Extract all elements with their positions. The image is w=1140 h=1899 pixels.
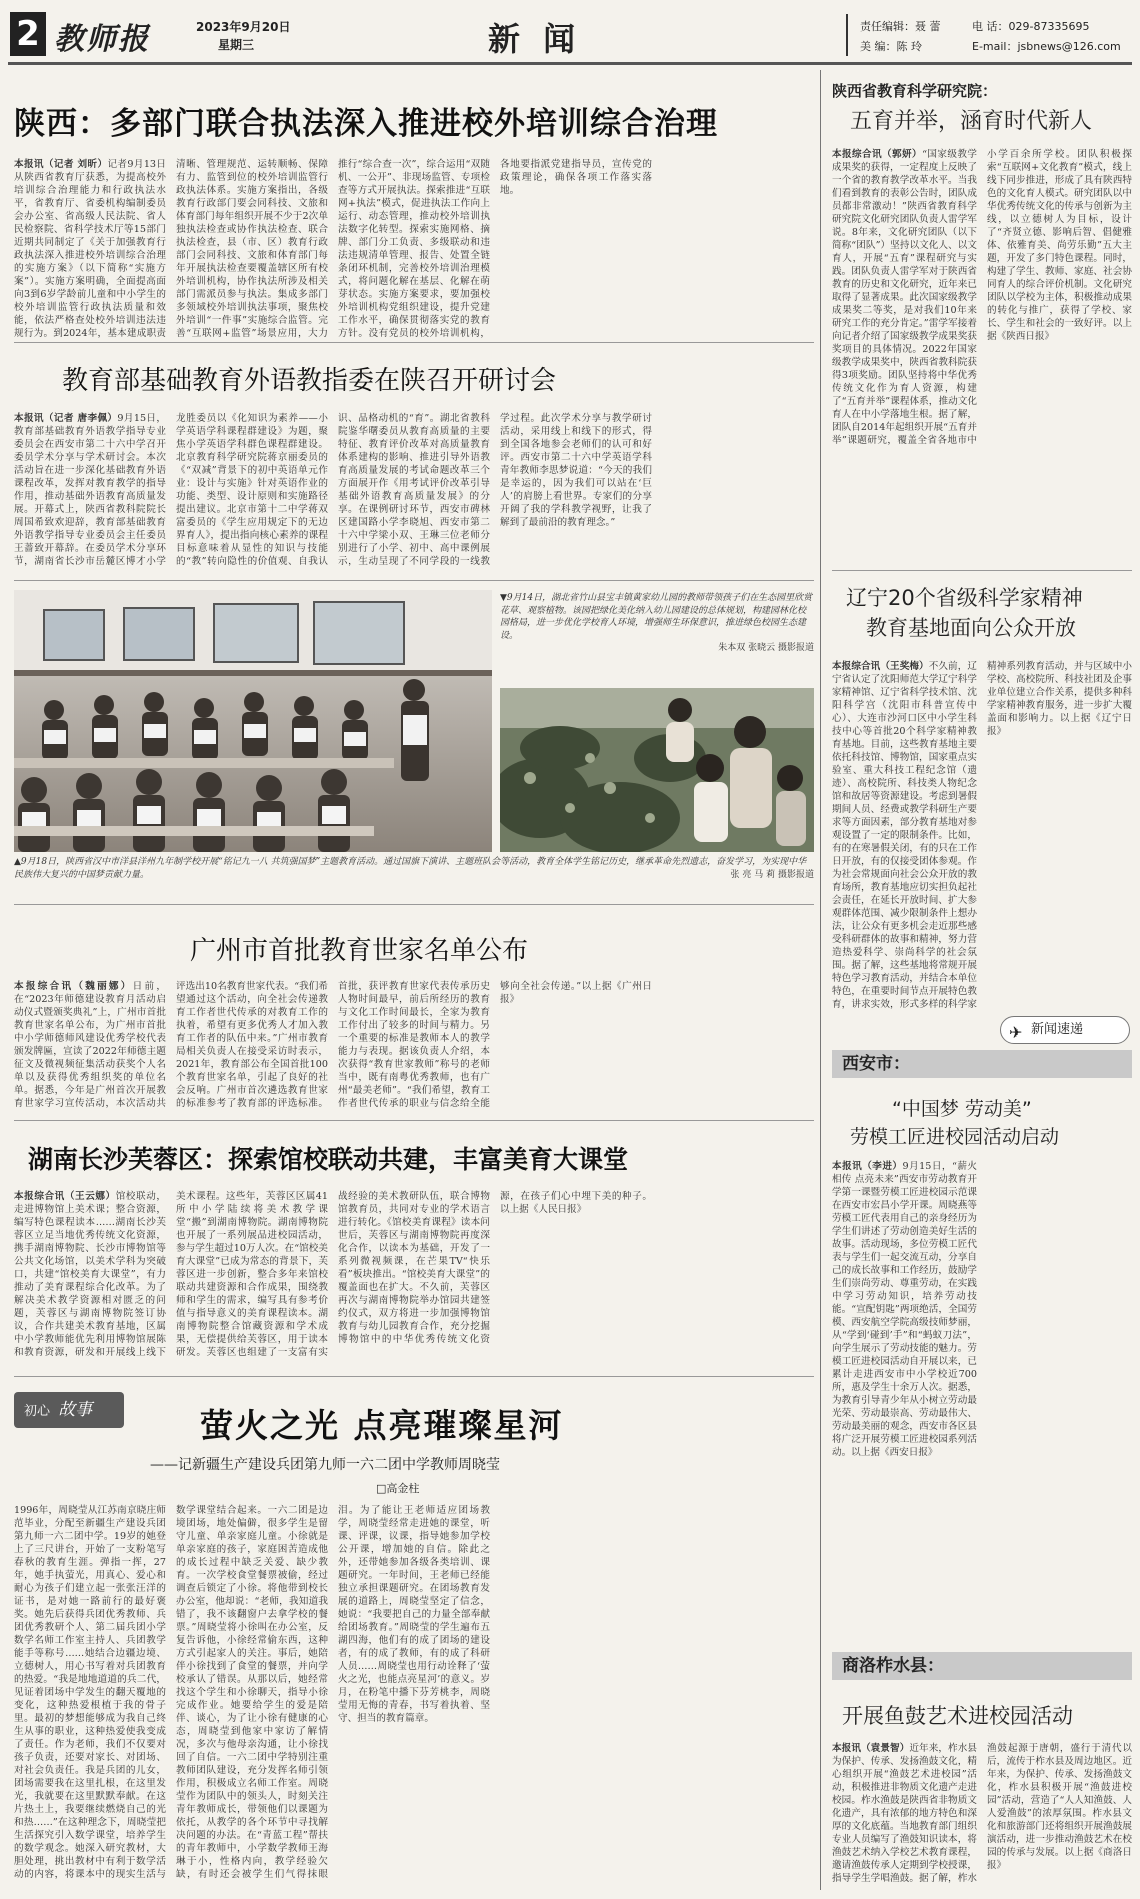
place-zhashui: 商洛柞水县： <box>832 1652 1132 1680</box>
right-column-divider <box>820 70 821 1890</box>
body-xian: 9月15日，“薪火相传 点亮未来”西安市劳动教育开学第一课暨劳模工匠进校园示范课在西安市宏昌小学开课。周晓燕等劳模工匠代表用自己的亲身经历为学生们讲述了劳动创造美好生活的故事。活动现场，多位劳模工匠代表与学生们一起交流互动，分享自己的成长故事和工作经历，鼓励学生们崇尚劳动、尊重劳动，在实践中学习劳动知识，培养劳动技能。“宣配钥匙”两项绝活，全国劳模、西安航空学院高级技师梦丽，从“学到‘碰到’手”和“蚂蚁刀法”，向学生展示了劳动技能的魅力。劳模工匠进校园活动自开展以来，已累计走进西安市中小学校近700所，惠及学生十余万人次。据悉，为教育引导青少年从小树立劳动最光荣、劳动最崇高、劳动最伟大、劳动最美丽的观念，西安市各区县将广泛开展劳模工匠进校园系列活动。以上据《西安日报》 <box>832 1161 977 1458</box>
headline-liaoning-line1: 辽宁20个省级科学家精神 <box>846 586 1083 610</box>
body-zhashui: 近年来，柞水县为保护、传承、发扬渔鼓文化，精心组织开展“渔鼓艺术进校园”活动，积极推进非物质文化遗产走进校园。柞水渔鼓是陕西省非物质文化遗产，具有浓郁的地方特色和深厚的文化底蕴。当地教育部门组织专业人员编写了渔鼓知识读本，将渔鼓艺术纳入学校艺术教育课程，邀请渔鼓传承人定期到学校授课，指导学生学唱渔鼓。据了解，柞水渔鼓起源于唐朝，盛行于清代以后，流传于柞水县及周边地区。近年来，为保护、传承、发扬渔鼓文化，柞水县积极开展“渔鼓进校园”活动，营造了“人人知渔鼓、人人爱渔鼓”的浓厚氛围。柞水县文化和旅游部门还将组织开展渔鼓展演活动，进一步推动渔鼓艺术在校园的传承与发展。以上据《商洛日报》 <box>832 1743 1132 1884</box>
headline-guangzhou-families: 广州市首批教育世家名单公布 <box>190 936 529 966</box>
byline-moe-foreign-language: 本报讯（记者 唐李佩） <box>14 413 118 424</box>
headline-xian-line1: “中国梦 劳动美” <box>892 1098 1032 1120</box>
rule-a1 <box>14 342 814 343</box>
byline-xian: 本报讯（李进） <box>832 1161 903 1172</box>
article-shaanxi-enforcement <box>14 158 814 340</box>
masthead-rule <box>8 62 1132 65</box>
rule-photos <box>14 904 814 905</box>
caption-kindergarten-text: ▼9月14日，湖北省竹山县宝丰镇黄家幼儿园的教师带领孩子们在生态园里欣赏花草、观察植物。该园把绿化美化纳入幼儿园建设的总体规划，构建园林化校园格局，进一步优化学校育人环境，增强师生环保意识，推进绿色校园生态建设。 <box>500 593 813 641</box>
body-moe-foreign-language: 9月15日，教育部基础教育外语教学指导专业委员会在西安市第二十六中学召开委员学术分享与学术研讨会。本次活动旨在进一步深化基础教育外语课程改革，发挥对教育教学的指导作用，推动基础外语教育高质量发展。开幕式上，陕西省教科院院长周国希致欢迎辞，教育部基础教育外语教学指导专业委员会主任委员王蔷致开幕辞。在委员学术分享环节，湖南省长沙市岳麓区博才小学龙胜委员以《化知识为素养——小学英语学科课程群建设》为题，聚焦小学英语学科群色课程群建设。北京教育科学研究院蒋京丽委员的《“双减”背景下的初中英语单元作业：设计与实施》针对英语作业的功能、类型、设计原则和实施路径提出建议。北京市第十二中学蒋双富委员的《学生应用规定下的无边界育人》，提出指向核心素养的课程目标意味着从显性的知识与技能的“教”转向隐性的价值观、自我认识、品格动机的“育”。湖北省教科院鉴华曙委员从教育高质量的主要特征、教育评价改革对高质量教育体系建构的影响、推进引导外语教育高质量发展的考试命题改革三个方面展开作《用考试评价改革引导基础外语教育高质量发展》的分享。在课例研讨环节，西安市碑林区建国路小学李晓旭、西安市第二十六中学梁小双、王琳三位老师分别进行了小学、初中、高中课例展示，生动呈现了不同学段的一线教学过程。此次学术分享与教学研讨活动，采用线上和线下的形式，得到全国各地参会老师们的认可和好评。西安市第二十六中学英语学科青年教师李思梦说道：“今天的我们是幸运的，因为我们可以站在‘巨人’的肩膀上看世界。专家们的分享开阔了我的学科教学视野，让我了解到了最前沿的教育理念。” <box>14 413 652 567</box>
headline-xian-line2: 劳模工匠进校园活动启动 <box>850 1126 1060 1148</box>
caption-kindergarten <box>500 592 814 686</box>
paper-name: 教师报 <box>54 22 150 57</box>
rule-a2 <box>14 580 814 581</box>
masthead-divider <box>846 14 848 56</box>
news-express-tag <box>1000 1016 1130 1044</box>
news-express-text: 新闻速递 <box>1031 1022 1084 1037</box>
body-liaoning: 不久前，辽宁省认定了沈阳师范大学辽宁科学家精神馆、辽宁省科学技术馆、沈阳科学宫（沈阳市科普宣传中心）、大连市沙河口区中小学生科技中心等首批20个科学家精神教育基地。目前，这些教育基地主要依托科技馆、博物馆，国家重点实验室、重大科技工程纪念馆（遗迹）、高校院所、科技类人物纪念馆和故居等资源建设。考虑到暑假期间人员、经费或教学科研生产要求等方面因素，部分教育基地对参观设置了一定的限制条件。比如，有的在寒暑假关闭，有的只在工作日开放，有的仅接受团体参观。作为社会常规面向社会公众开放的教育场所，教育基地应切实担负起社会责任，在延长开放时间、扩大参观群体范围、减少限制条件上想办法，让公众有更多机会走近那些感受科研群体的故事和精神，努力营造热爱科学、崇尚科学的社会氛围。据了解，这些基地将常规开展特色学习教育活动，并结合本单位特色，在重要时间节点开展特色教育，讲求实效，形式多样的科学家精神系列教育活动，并与区域中小学校、高校院所、科技社团及企事业单位建立合作关系，提供多种科学家精神教育服务，进一步扩大覆盖面和影响力。以上据《辽宁日报》 <box>832 661 1132 1010</box>
body-feature: 1996年，周晓莹从江苏南京晓庄师范毕业，分配至新疆生产建设兵团第九师一六二团中学。19岁的她登上了三尺讲台，开始了一支粉笔写春秋的教育生涯。弹指一挥，27年，她手执萤光，用真心、爱心和耐心为孩子们建立起一张张汪洋的证书，是对她一路前行的最好褒奖。她先后获得兵团优秀教师、兵团优秀教研个人、第二届兵团小学数学名师工作室主持人、兵团教学能手等称号……她结合边疆边境、立德树人，用心书写着对兵团教育的热爱。“我是地地道道的兵二代，见证着团场中学发生的翻天覆地的变化，这种热爱根植于我的骨子里。最初的梦想能够成为我自己终生从事的职业，这种热爱使我变成了责任。作为老师，我们不仅要对孩子负责，还要对家长、对团场、对社会负责任。我是兵团的儿女，团场需要我在这里扎根，在这里发光，我就要在这里默默奉献。在这片热土上，我要继续燃烧自己的光和热……”在这种理念下，周晓莹把生活探究引入数学课堂，培养学生的数学观念。她深入研究教材，大胆处理，挑出教材中有利于数学活动的内容，将课本中的现实生活与数学课堂结合起来。一六二团是边境团场，地处偏僻，很多学生是留守儿童、单亲家庭儿童。小徐就是单亲家庭的孩子，家庭困苦造成他的成长过程中缺乏关爱、缺少教育。一次学校食堂餐票被偷，经过调查后锁定了小徐。将他带到校长办公室，他却说：“老师，我知道我错了，我不该翻窗户去拿学校的餐票。”周晓莹将小徐叫在办公室，反复告诉他，小徐经常偷东西，这种方式引起家人的关注。事后，她陪伴小徐找到了食堂的餐票，并向学校承认了错误。从那以后，她经常找这个学生和小徐聊天，指导小徐完成作业。她要给学生的爱是陪伴、谈心，为了让小徐有健康的心态，周晓莹到他家中家访了解情况，多次与他母亲沟通，让小徐找回了自信。一六二团中学特别注重教师团队建设，充分发挥名师引领作用，积极成立名师工作室。周晓莹作为团队中的领头人，时刻关注青年教师成长，带领他们以课题为依托，从教学的各个环节中寻找解决问题的办法。在“青蓝工程”帮扶的青年教师中，小学数学教师王海琳于小，性格内向，教学经验欠缺，有时还会被学生们气得抹眼泪。为了能让王老师适应团场教学，周晓莹经常走进她的课堂，听课、评课，议课，指导她参加学校公开课，增加她的自信。除此之外，还带她参加各级各类培训、课题研究。一年时间，王老师已经能独立承担课题研究。在团场教育发展的道路上，周晓莹坚定了信念，她说：“我要把自己的力量全部奉献给团场教育。”周晓莹的学生遍布五湖四海，他们有的成了团场的建设者，有的成了教师，有的成了科研人员……周晓莹也用行动诠释了‘萤火之光，也能点亮星河’的意义。岁月，在粉笔中播下芬芳桃李，周晓莹用无悔的青春，书写着执着、坚守、担当的教育篇章。 <box>14 1505 490 1880</box>
headline-liaoning-line2: 教育基地面向公众开放 <box>866 616 1076 640</box>
headline-changsha-furong: 湖南长沙芙蓉区：探索馆校联动共建，丰富美育大课堂 <box>28 1145 629 1174</box>
subhead-feature: ——记新疆生产建设兵团第九师一六二团中学教师周晓莹 <box>150 1457 500 1473</box>
byline-liaoning: 本报综合讯（王奖梅） <box>832 661 929 672</box>
masthead-phone: 电 话：029-87335695 <box>972 20 1090 33</box>
byline-shaanxi-institute: 本报综合讯（郭妍） <box>832 149 923 160</box>
author-feature: □高金柱 <box>376 1482 420 1495</box>
masthead-email: E-mail：jsbnews@126.com <box>972 40 1121 53</box>
byline-guangzhou-families: 本报综合讯（魏丽娜） <box>14 981 133 992</box>
byline-shaanxi-enforcement: 本报讯（记者 刘昕） <box>14 159 108 170</box>
masthead-editor: 责任编辑：聂 蕾 <box>860 20 941 33</box>
section-title: 新 闻 <box>488 20 582 58</box>
column-tag-chuxin <box>14 1392 124 1428</box>
body-shaanxi-enforcement: 记者9月13日从陕西省教育厅获悉，为提高校外培训综合治理能力和行政执法水平，省教育厅、省委机构编制委员会办公室、省高级人民法院、省人民检察院、省科学技术厅等15部门近期共同制定了《关于加强教育行政执法深入推进校外培训综合治理的实施方案》（以下简称“实施方案”）。实施方案明确，全面提高面向3到6岁学龄前儿童和中小学生的校外培训监管行政执法质量和效能，依法严格查处校外培训违法违规行为。到2024年，基本建成职责清晰、管理规范、运转顺畅、保障有力、监管到位的校外培训监管行政执法体系。实施方案指出，各级教育行政部门要会同科技、文旅和体育部门每年组织开展不少于2次单独执法检查或协作执法检查、联合执法检查，县（市、区）教育行政部门会同科技、文旅和体育部门每年开展执法检查要覆盖辖区所有校外培训机构，协作执法所涉及相关部门需派员参与执法。集成多部门多领域校外培训执法事项，聚焦校外培训“一件事”实施综合监管。完善“互联网+监管”场景应用，大力推行“综合查一次”，综合运用“双随机、一公开”、非现场监管、专项检查等方式开展执法。探索推进“互联网+执法”模式，促进执法工作向上运行、动态管理，推动校外培训执法数字化转型。探索实施网格、摘牌、部门分工负责、多级联动和违法违规清单管理、报告、处置全链条闭环机制，完善校外培训治理模式，将问题化解在基层、化解在萌芽状态。实施方案要求，要加强校外培训机构党组织建设，提升党建工作水平，确保贯彻落实党的教育方针。没有党员的校外培训机构，各地要指派党建指导员，宣传党的政策理论，确保各项工作落实落地。 <box>14 159 652 339</box>
caption-classroom-text: ▲9月18日，陕西省汉中市洋县洋州九年制学校开展“铭记九一八 共筑强国梦”主题教育活动。通过国旗下演讲、主题班队会等活动，教育全体学生铭记历史，继承革命先烈遗志，奋发学习，为实现中华民族伟大复兴的中国梦贡献力量。 <box>14 857 807 880</box>
issue-date: 2023年9月20日 <box>196 20 291 34</box>
byline-zhashui: 本报讯（袁景智） <box>832 1743 910 1754</box>
article-changsha-furong <box>14 1190 814 1366</box>
headline-shaanxi-enforcement: 陕西：多部门联合执法深入推进校外培训综合治理 <box>14 106 718 142</box>
credit-kindergarten: 朱本双 张晓云 摄影报道 <box>718 643 814 653</box>
body-guangzhou-families: 日前，在“2023年师德建设教育月活动启动仪式暨颁奖典礼”上，广州市首批教育世家名单公布，为广州市首批中小学师德师风建设优秀学校代表颁发牌匾，宣读了2022年师德主题征文及微视频征集活动获奖个人名单以及获得优秀组织奖的单位名单。据悉，今年是广州首次开展教育世家学习宣传活动，本次活动共评选出10名教育世家代表。“我们希望通过这个活动，向全社会传递教育工作者世代传承的对教育工作的执着，希望有更多优秀人才加入教育工作者的队伍中来。”广州市教育局相关负责人在接受采访时表示，2021年，教育部公布全国首批100个教育世家名单，引起了良好的社会反响。广州市首次遴选教育世家的标准参考了教育部的评选标准。首批，获评教育世家代表传承历史人物时间最早，前后所经历的教育与文化工作时间最长，全家为教育工作付出了较多的时间与精力。另一个重要的标准是教师本人的教学能力与表现。据该负责人介绍，本次获得“教育世家教师”称号的老师当中，既有南粤优秀教师，也有广州“最美老师”。“我们希望，教育工作者世代传承的职业与信念给全能够向全社会传递。”以上据《广州日报》 <box>14 981 652 1109</box>
photo-students-classroom <box>14 590 492 852</box>
article-liaoning <box>832 660 1132 1012</box>
article-xian <box>832 1160 1132 1642</box>
issue-weekday: 星期三 <box>218 38 255 52</box>
column-tag-text: 初心 <box>24 1404 51 1419</box>
headline-moe-foreign-language: 教育部基础教育外语教指委在陕召开研讨会 <box>62 366 557 396</box>
headline-zhashui: 开展鱼鼓艺术进校园活动 <box>842 1704 1073 1728</box>
kicker-shaanxi-institute: 陕西省教育科学研究院： <box>832 82 998 100</box>
column-tag-text2: 故事 <box>58 1400 93 1420</box>
article-zhashui <box>832 1742 1132 1892</box>
headline-feature: 萤火之光 点亮璀璨星河 <box>200 1406 564 1445</box>
article-feature <box>14 1504 814 1892</box>
rule-a3 <box>14 1120 814 1121</box>
rule-a4 <box>14 1376 814 1377</box>
photo-kindergarten-garden <box>500 688 814 852</box>
body-changsha-furong: 馆校联动，走进博物馆上美术课；整合资源，编写特色课程读本……湖南长沙芙蓉区立足当地优秀传统文化资源，携手湖南博物院、长沙市博物馆等公共文化场馆，以美术学科为突破口，共建“馆校美育大课堂”，有力推动了美育课程综合化改革。为了解决美术教学资源相对匮乏的问题，芙蓉区与湖南博物院签订协议，合作共建美术教育基地，区属中小学教师能优先利用博物馆展陈和教育资源，研发和开展线上线下美术课程。这些年，芙蓉区区属41所中小学陆续将美术教学课堂“搬”到湖南博物院。湖南博物院也开展了一系列展品进校园活动，参与学生超过10万人次。在“馆校美育大课堂”已成为常态的背景下，芙蓉区进一步创新，整合多年来馆校联动共建资源和合作成果，围绕教师和学生的需求，编写具有参考价值与指导意义的美育课程读本。湖南博物院整合馆藏资源和学术成果，无偿提供给芙蓉区，用于读本研发。芙蓉区也组建了一支富有实战经验的美术教研队伍，联合博物馆教育员，共同对专业的学术语言进行转化。《馆校美育课程》读本问世后，芙蓉区与湖南博物院再度深化合作，以读本为基础，开发了一系列微视频课，在芒果TV“快乐看”板块推出。“馆校美育大课堂”的覆盖面也在扩大。不久前，芙蓉区再次与湖南博物院举办馆园共建签约仪式，双方将进一步加强博物馆教育与幼儿园教育合作，充分挖掘博物馆中的中华优秀传统文化资源，在孩子们心中埋下美的种子。以上据《人民日报》 <box>14 1191 652 1358</box>
article-shaanxi-institute <box>832 148 1132 448</box>
article-moe-foreign-language <box>14 412 814 572</box>
rule-r1 <box>832 570 1132 571</box>
byline-changsha-furong: 本报综合讯（王云娜） <box>14 1191 116 1202</box>
masthead-designer: 美 编：陈 玲 <box>860 40 922 53</box>
place-xian: 西安市： <box>832 1050 1132 1078</box>
article-guangzhou-families <box>14 980 814 1112</box>
page-number: 2 <box>16 14 40 54</box>
credit-classroom: 张 亮 马 莉 摄影报道 <box>730 869 814 880</box>
page-number-box <box>10 12 46 56</box>
body-shaanxi-institute: “国家级教学成果奖的获得，一定程度上反映了一个省的教育教学改革水平。当我们看到教育的表彰公告时，团队成员都非常激动！”陕西省教育科学研究院文化研究团队负责人雷学军说。8年来，文化研究团队（以下简称“团队”）坚持以文化人、以文育人，开展“五育”课程研究与实践。团队负责人雷学军对于陕西省教育的历史和文化研究，近年来已取得了显著成果。此次国家级教学成果奖二等奖，是对我们10年来研究工作的充分肯定。”雷学军接着向记者介绍了国家级教学成果奖获奖项目的具体情况。2022年国家级教学成果奖中，陕西省教科院获得3项奖励。团队坚持将中华优秀传统文化作为育人资源，构建了“五育并举”课程体系，推动文化育人在中小学落地生根。据了解，团队自2014年起组织开展“五育并举”课题研究，覆盖全省各地市中小学百余所学校。团队积极探索“互联网+文化教育”模式，线上线下同步推进，形成了具有陕西特色的文化育人模式。研究团队以中华优秀传统文化的传承与创新为主线，以立德树人为目标，设计了“齐贤立德、影响后智、倡健雅体、依雅育美、尚劳乐勤”五大主题，开发了多门特色课程。同时，构建了学生、教师、家庭、社会协同育人的综合评价机制。文化研究团队以学校为主体，积极推动成果的转化与推广，获得了学校、家长、学生和社会的一致好评。以上据《陕西日报》 <box>832 149 1132 446</box>
caption-classroom <box>14 856 814 900</box>
news-express-icon: ✈ <box>1009 1023 1023 1042</box>
headline-shaanxi-institute: 五育并举，涵育时代新人 <box>850 109 1093 134</box>
